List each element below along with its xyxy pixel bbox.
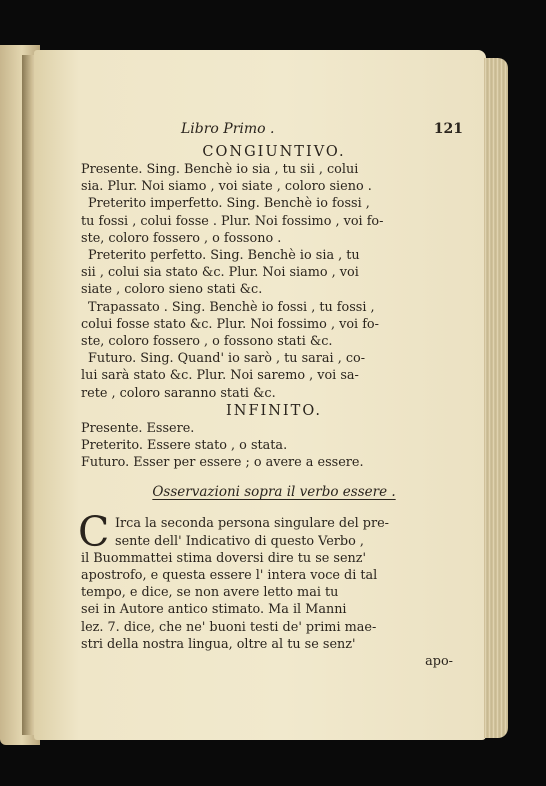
text-line: Trapassato . Sing. Benchè io fossi , tu fossi , (88, 299, 375, 315)
text-line: sia. Plur. Noi siamo , voi siate , coloro sieno . (81, 179, 372, 195)
text-line: Irca la seconda persona singulare del pre- (115, 516, 390, 532)
text-line: Preterito. Essere stato , o stata. (81, 438, 288, 454)
infinitive-heading: INFINITO. (226, 402, 322, 419)
infinitive-paradigm (81, 420, 467, 472)
page-number: 121 (433, 121, 463, 137)
text-line: colui fosse stato &c. Plur. Noi fossimo , voi fo- (81, 316, 379, 332)
text-line: sei in Autore antico stimato. Ma il Manni (81, 602, 347, 618)
text-line: lui sarà stato &c. Plur. Noi saremo , voi sa- (81, 368, 359, 384)
text-line: il Buommattei stima doversi dire tu se senz' (81, 550, 367, 566)
drop-cap: C (78, 508, 110, 557)
text-line: siate , coloro sieno stati &c. (81, 282, 263, 298)
text-line: Futuro. Esser per essere ; o avere a essere. (81, 455, 364, 471)
running-head (81, 121, 467, 143)
conjunctive-heading: CONGIUNTIVO. (202, 144, 346, 160)
text-line: sii , colui sia stato &c. Plur. Noi siamo , voi (81, 265, 359, 281)
text-line: Preterito imperfetto. Sing. Benchè io fossi , (88, 196, 370, 212)
text-line: ste, coloro fossero , o fossono . (81, 230, 282, 246)
page-text (78, 121, 467, 670)
text-line: tempo, e dice, se non avere letto mai tu (81, 585, 339, 601)
text-line: apostrofo, e questa essere l' intera voce di tal (81, 568, 378, 584)
text-line: sente dell' Indicativo di questo Verbo , (115, 533, 364, 549)
text-line: stri della nostra lingua, oltre al tu se senz' (81, 636, 356, 652)
text-line: rete , coloro saranno stati &c. (81, 385, 276, 401)
section-title: Osservazioni sopra il verbo essere . (152, 484, 396, 501)
text-line: Preterito perfetto. Sing. Benchè io sia , tu (88, 248, 360, 264)
text-line: Presente. Essere. (81, 420, 195, 436)
text-line: Futuro. Sing. Quand' io sarò , tu sarai , co- (88, 351, 366, 367)
text-line: ste, coloro fossero , o fossono stati &c. (81, 334, 333, 350)
text-line: lez. 7. dice, che ne' buoni testi de' primi mae- (81, 619, 377, 635)
conjunctive-paradigm (81, 161, 467, 402)
body-paragraph (78, 508, 467, 670)
text-line: tu fossi , colui fosse . Plur. Noi fossimo , voi fo- (81, 213, 384, 229)
text-line: Presente. Sing. Benchè io sia , tu sii , colui (81, 162, 359, 177)
catchword: apo- (425, 654, 453, 670)
page-edges (484, 58, 508, 738)
running-head-title: Libro Primo . (181, 121, 275, 137)
